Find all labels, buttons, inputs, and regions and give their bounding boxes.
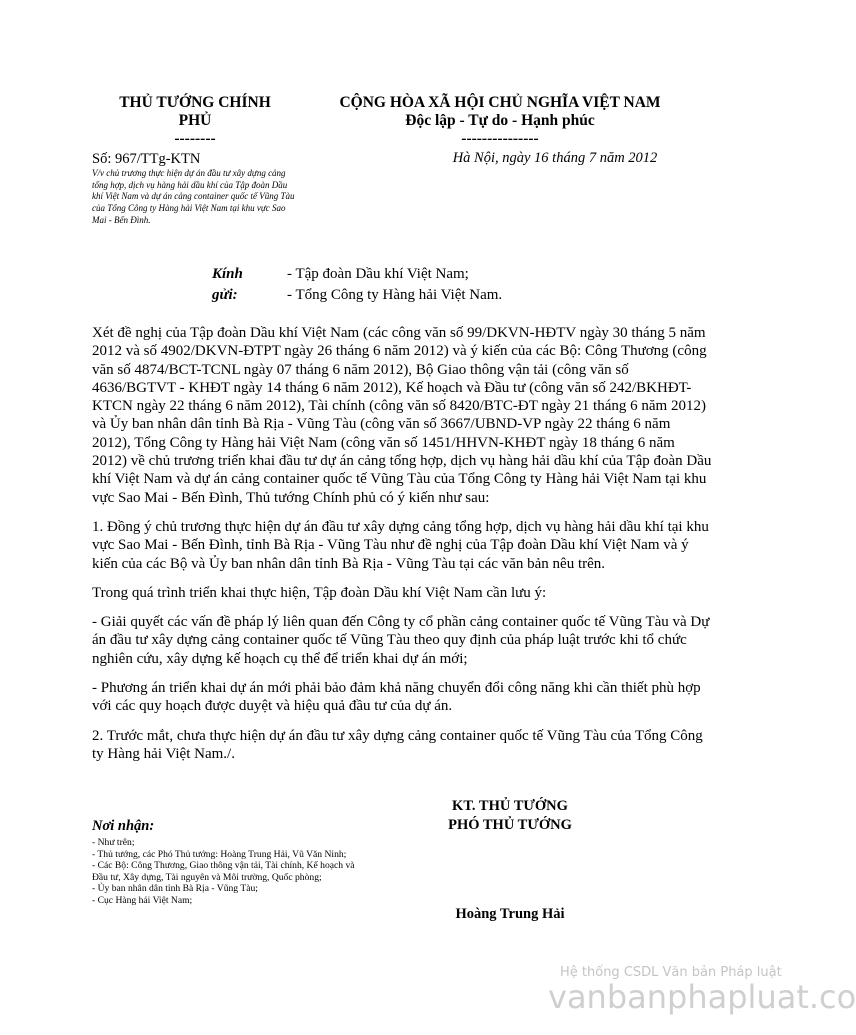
- document-body: [92, 324, 712, 774]
- body-paragraph: - Phương án triển khai dự án mới phải bảo đảm khả năng chuyển đổi công năng khi cần thiết phù hợp với các quy hoạch được duyệt và hiệu quả đầu tư của dự án.: [92, 680, 701, 715]
- distribution-list: [92, 837, 362, 907]
- signer-name: Hoàng Trung Hải: [455, 906, 565, 922]
- signature-block: [410, 797, 610, 835]
- place-date: Hà Nội, ngày 16 tháng 7 năm 2012: [452, 150, 658, 166]
- watermark-caption: Hệ thống CSDL Văn bản Pháp luật: [560, 965, 782, 980]
- issuing-agency: [95, 94, 295, 148]
- distribution-item: - Các Bộ: Công Thương, Giao thông vận tải, Tài chính, Kế hoạch và Đầu tư, Xây dựng, Tài nguyên và Môi trường, Quốc phòng;: [92, 860, 355, 883]
- agency-name-line2: PHỦ: [178, 112, 212, 129]
- distribution-item: - Như trên;: [92, 837, 135, 848]
- body-paragraph: Xét đề nghị của Tập đoàn Dầu khí Việt Nam (các công văn số 99/DKVN-HĐTV ngày 30 tháng 5 năm 2012 và số 4902/DKVN-ĐTPT ngày 26 tháng 6 năm 2012) và ý kiến của các Bộ: Công Thương (công văn số 4874/BCT-TCNL ngày 07 tháng 6 năm 2012), Bộ Giao thông vận tải (công văn số 4636/BGTVT - KHĐT ngày 14 tháng 6 năm 2012), Kế hoạch và Đầu tư (công văn số 242/BKHĐT-KTCN ngày 22 tháng 6 năm 2012), Tài chính (công văn số 8420/BTC-ĐT ngày 21 tháng 6 năm 2012) và Ủy ban nhân dân tỉnh Bà Rịa - Vũng Tàu (công văn số 3667/UBND-VP ngày 22 tháng 6 năm 2012), Tổng Công ty Hàng hải Việt Nam (công văn số 1451/HHVN-KHĐT ngày 18 tháng 6 năm 2012) về chủ trương triển khai đầu tư dự án cảng tổng hợp, dịch vụ hàng hải dầu khí của Tập đoàn Dầu khí Việt Nam và dự án cảng container quốc tế Vũng Tàu của Tổng Công ty Hàng hải Việt Nam tại khu vực Sao Mai - Bến Đình, Thủ tướng Chính phủ có ý kiến như sau:: [92, 325, 712, 506]
- recipient-line: - Tổng Công ty Hàng hải Việt Nam.: [287, 287, 503, 303]
- distribution-item: - Cục Hàng hải Việt Nam;: [92, 894, 193, 906]
- agency-rule: --------: [174, 130, 216, 147]
- body-paragraph: 1. Đồng ý chủ trương thực hiện dự án đầu tư xây dựng cảng tổng hợp, dịch vụ hàng hải dầu khí tại khu vực Sao Mai - Bến Đình, tỉnh Bà Rịa - Vũng Tàu như đề nghị của Tập đoàn Dầu khí Việt Nam và ý kiến của các Bộ và Ủy ban nhân dân tỉnh Bà Rịa - Vũng Tàu tại các văn bản nêu trên.: [92, 518, 709, 572]
- nation-name: CỘNG HÒA XÃ HỘI CHỦ NGHĨA VIỆT NAM: [339, 94, 661, 111]
- body-paragraph: Trong quá trình triển khai thực hiện, Tập đoàn Dầu khí Việt Nam cần lưu ý:: [92, 584, 547, 601]
- body-paragraph: 2. Trước mắt, chưa thực hiện dự án đầu tư xây dựng cảng container quốc tế Vũng Tàu của Tổng Công ty Hàng hải Việt Nam./.: [92, 727, 703, 762]
- document-number: Số: 967/TTg-KTN: [92, 151, 201, 167]
- signer-title-line1: KT. THỦ TƯỚNG: [452, 798, 568, 814]
- nation-motto: Độc lập - Tự do - Hạnh phúc: [405, 112, 595, 129]
- watermark-site: vanbanphapluat.co: [548, 978, 856, 1016]
- agency-name-line1: THỦ TƯỚNG CHÍNH: [119, 94, 271, 111]
- distribution-item: - Thủ tướng, các Phó Thủ tướng: Hoàng Trung Hải, Vũ Văn Ninh;: [92, 848, 347, 860]
- signer-title-line2: PHÓ THỦ TƯỚNG: [448, 817, 572, 833]
- nation-rule: ---------------: [461, 130, 539, 147]
- recipients-label: Kính gửi:: [212, 266, 243, 303]
- distribution-title: Nơi nhận:: [92, 818, 155, 834]
- document-subject: V/v chủ trương thực hiện dự án đầu tư xây dựng cảng tổng hợp, dịch vụ hàng hải dầu khí của Tập đoàn Dầu khí Việt Nam và dự án cảng container quốc tế Vũng Tàu của Tổng Công ty Hàng hải Việt Nam tại khu vực Sao Mai - Bến Đình.: [92, 168, 295, 225]
- body-paragraph: - Giải quyết các vấn đề pháp lý liên quan đến Công ty cổ phần cảng container quốc tế Vũng Tàu và Dự án đầu tư xây dựng cảng container quốc tế Vũng Tàu theo quy định của pháp luật trước khi tổ chức nghiên cứu, xây dựng kế hoạch cụ thể để triển khai dự án mới;: [92, 614, 710, 667]
- distribution-item: - Ủy ban nhân dân tỉnh Bà Rịa - Vũng Tàu;: [92, 883, 258, 895]
- recipient-line: - Tập đoàn Dầu khí Việt Nam;: [287, 266, 469, 282]
- national-motto: [290, 94, 710, 148]
